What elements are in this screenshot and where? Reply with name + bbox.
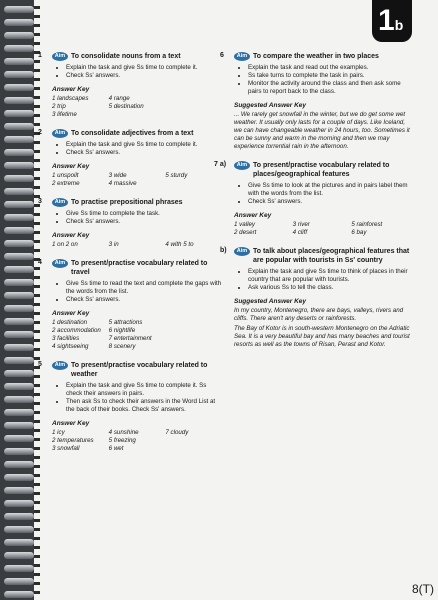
binding-ring bbox=[4, 578, 34, 585]
instruction-item: • Explain the task and give Ss time to think of places in their country that are popular with tourists. bbox=[248, 268, 410, 284]
spiral-binding bbox=[0, 0, 34, 600]
binding-ring bbox=[4, 97, 34, 104]
instruction-list bbox=[52, 141, 222, 157]
binding-ring bbox=[4, 409, 34, 416]
instruction-item: • Give Ss time to read the text and complete the gaps with the words from the list. bbox=[66, 280, 222, 296]
answer-key-item: 3 facilities bbox=[52, 335, 80, 342]
instruction-list bbox=[234, 64, 410, 96]
suggested-answer bbox=[234, 307, 410, 349]
exercise-section bbox=[220, 52, 410, 151]
binding-holes bbox=[34, 0, 40, 600]
page-number: 8(T) bbox=[412, 582, 434, 596]
answer-key bbox=[52, 241, 222, 249]
exercise-number: 6 bbox=[220, 52, 224, 59]
answer-key-item: 4 sunshine bbox=[108, 429, 139, 436]
binding-ring bbox=[4, 71, 34, 78]
binding-ring bbox=[4, 162, 34, 169]
answer-key-title: Suggested Answer Key bbox=[234, 298, 307, 305]
binding-ring bbox=[4, 513, 34, 520]
exercise-heading bbox=[234, 161, 410, 179]
unit-number: 1 bbox=[378, 4, 395, 37]
exercise-number: 4 bbox=[38, 259, 42, 266]
binding-ring bbox=[4, 422, 34, 429]
right-column bbox=[214, 52, 410, 359]
heading-text: To present/practise vocabulary related to travel bbox=[71, 260, 208, 276]
exercise-heading bbox=[52, 198, 222, 207]
instruction-item: • Check Ss' answers. bbox=[66, 72, 222, 80]
instruction-item: • Check Ss' answers. bbox=[66, 218, 222, 226]
exercise-number: 2 bbox=[38, 129, 42, 136]
answer-key-item: 2 temperatures bbox=[52, 437, 94, 444]
aim-icon: Aim bbox=[52, 198, 68, 207]
answer-key-item bbox=[165, 319, 222, 327]
instruction-item: • Explain the task and give Ss time to complete it. bbox=[66, 64, 222, 72]
answer-key bbox=[52, 319, 222, 351]
binding-ring bbox=[4, 383, 34, 390]
instruction-item: • Monitor the activity around the class and then ask some pairs to report back to the class. bbox=[248, 80, 410, 96]
answer-key-item: 3 wide bbox=[108, 172, 127, 179]
exercise-heading bbox=[234, 52, 410, 61]
heading-text: To compare the weather in two places bbox=[253, 53, 379, 60]
instruction-item: • Then ask Ss to check their answers in the Word List at the back of their books. Check Ss' answers. bbox=[66, 398, 222, 414]
binding-ring bbox=[4, 487, 34, 494]
binding-ring bbox=[4, 149, 34, 156]
binding-ring bbox=[4, 188, 34, 195]
binding-ring bbox=[4, 201, 34, 208]
instruction-item: • Check Ss' answers. bbox=[66, 149, 222, 157]
instruction-item: • Ss take turns to complete the task in pairs. bbox=[248, 72, 410, 80]
answer-key-item: 5 rainforest bbox=[351, 221, 383, 228]
answer-key-item: 4 with 5 to bbox=[165, 241, 194, 248]
binding-ring bbox=[4, 32, 34, 39]
binding-ring bbox=[4, 461, 34, 468]
answer-key-item bbox=[165, 111, 222, 119]
binding-ring bbox=[4, 344, 34, 351]
exercise-heading bbox=[52, 361, 222, 379]
instruction-item: • Check Ss' answers. bbox=[248, 198, 410, 206]
binding-ring bbox=[4, 136, 34, 143]
exercise-heading bbox=[52, 129, 222, 138]
heading-text: To practise prepositional phrases bbox=[71, 199, 183, 206]
instruction-list bbox=[234, 268, 410, 292]
answer-key bbox=[52, 95, 222, 119]
exercise-section bbox=[220, 247, 410, 349]
answer-key-item: 8 scenery bbox=[108, 343, 136, 350]
answer-key-item bbox=[165, 335, 222, 343]
answer-key-item bbox=[165, 327, 222, 335]
exercise-heading bbox=[52, 52, 222, 61]
answer-key bbox=[234, 221, 410, 237]
unit-tab bbox=[372, 0, 412, 42]
binding-ring bbox=[4, 305, 34, 312]
answer-key-title: Answer Key bbox=[52, 163, 90, 170]
exercise-heading bbox=[234, 247, 410, 265]
unit-letter: b bbox=[394, 17, 404, 33]
binding-ring bbox=[4, 6, 34, 13]
instruction-item: • Explain the task and give Ss time to complete it. bbox=[66, 141, 222, 149]
exercise-section bbox=[38, 198, 222, 249]
instruction-list bbox=[52, 210, 222, 226]
binding-ring bbox=[4, 565, 34, 572]
aim-icon: Aim bbox=[52, 52, 68, 61]
binding-ring bbox=[4, 227, 34, 234]
exercise-number: 3 bbox=[38, 198, 42, 205]
exercise-section bbox=[38, 129, 222, 188]
answer-key-item: 3 lifetime bbox=[52, 111, 77, 118]
answer-key-item: 7 entertainment bbox=[108, 335, 152, 342]
answer-key bbox=[52, 172, 222, 188]
answer-key-item bbox=[165, 95, 222, 103]
instruction-item: • Ask various Ss to tell the class. bbox=[248, 284, 410, 292]
heading-text: To talk about places/geographical features that are popular with tourists in Ss' country bbox=[253, 248, 410, 264]
answer-key-item: 4 range bbox=[108, 95, 130, 102]
binding-ring bbox=[4, 500, 34, 507]
answer-key-title: Answer Key bbox=[52, 232, 90, 239]
binding-ring bbox=[4, 357, 34, 364]
left-column bbox=[38, 52, 222, 463]
answer-key-item: 7 cloudy bbox=[165, 429, 189, 436]
answer-key-item: 5 sturdy bbox=[165, 172, 188, 179]
answer-key-item: 2 desert bbox=[234, 229, 257, 236]
binding-ring bbox=[4, 552, 34, 559]
binding-ring bbox=[4, 292, 34, 299]
binding-ring bbox=[4, 318, 34, 325]
binding-ring bbox=[4, 370, 34, 377]
answer-key-item: 1 icy bbox=[52, 429, 65, 436]
instruction-list bbox=[234, 182, 410, 206]
answer-key-item: 2 trip bbox=[52, 103, 66, 110]
binding-ring bbox=[4, 175, 34, 182]
answer-key-item: 5 freezing bbox=[108, 437, 136, 444]
binding-ring bbox=[4, 240, 34, 247]
aim-icon: Aim bbox=[52, 259, 68, 268]
heading-text: To consolidate adjectives from a text bbox=[71, 130, 194, 137]
answer-key-item bbox=[165, 180, 222, 188]
aim-icon: Aim bbox=[52, 129, 68, 138]
binding-ring bbox=[4, 214, 34, 221]
binding-ring bbox=[4, 58, 34, 65]
answer-key-item: 5 destination bbox=[108, 103, 144, 110]
answer-key-item bbox=[165, 445, 222, 453]
answer-key-item bbox=[165, 343, 222, 351]
binding-ring bbox=[4, 539, 34, 546]
answer-key-item: 2 extreme bbox=[52, 180, 80, 187]
heading-text: To consolidate nouns from a text bbox=[71, 53, 181, 60]
aim-icon: Aim bbox=[52, 361, 68, 370]
answer-key-item: 1 unspoilt bbox=[52, 172, 79, 179]
binding-ring bbox=[4, 266, 34, 273]
instruction-item: • Explain the task and read out the examples. bbox=[248, 64, 410, 72]
binding-ring bbox=[4, 110, 34, 117]
binding-ring bbox=[4, 448, 34, 455]
binding-ring bbox=[4, 279, 34, 286]
exercise-section bbox=[214, 161, 410, 237]
answer-key-item: 6 wet bbox=[108, 445, 124, 452]
answer-key-item: 1 valley bbox=[234, 221, 255, 228]
heading-text: To present/practise vocabulary related to weather bbox=[71, 362, 208, 378]
answer-key-title: Answer Key bbox=[234, 212, 272, 219]
heading-text: To present/practise vocabulary related to places/geographical features bbox=[253, 162, 390, 178]
answer-key-title: Suggested Answer Key bbox=[234, 102, 307, 109]
answer-key-title: Answer Key bbox=[52, 310, 90, 317]
answer-key-item: 6 nightlife bbox=[108, 327, 136, 334]
exercise-section bbox=[38, 52, 222, 119]
instruction-list bbox=[52, 382, 222, 414]
aim-icon: Aim bbox=[234, 247, 250, 256]
answer-key-item: 6 bay bbox=[351, 229, 367, 236]
instruction-item: • Give Ss time to look at the pictures and in pairs label them with the words from the list. bbox=[248, 182, 410, 198]
answer-key bbox=[52, 429, 222, 453]
binding-ring bbox=[4, 435, 34, 442]
answer-key-item: 3 river bbox=[292, 221, 310, 228]
binding-ring bbox=[4, 45, 34, 52]
binding-ring bbox=[4, 331, 34, 338]
exercise-section bbox=[38, 361, 222, 453]
exercise-number: 1 bbox=[38, 52, 42, 59]
exercise-section bbox=[38, 259, 222, 351]
answer-key-item: 3 in bbox=[108, 241, 119, 248]
binding-ring bbox=[4, 591, 34, 598]
answer-key-item bbox=[165, 103, 222, 111]
binding-ring bbox=[4, 84, 34, 91]
answer-key-item: 1 on 2 on bbox=[52, 241, 78, 248]
answer-key-item: 4 massive bbox=[108, 180, 137, 187]
answer-paragraph: ... We rarely get snowfall in the winter, but we do get some wet weather. It usually only lasts for a couple of days. Like Iceland, we can have changeable weather in 24 hours, too. Sometimes it can be sunny and warm in the morning and then we may experience torrential rain in the afternoon. bbox=[234, 111, 410, 150]
instruction-item: • Check Ss' answers. bbox=[66, 296, 222, 304]
binding-ring bbox=[4, 474, 34, 481]
answer-key-item: 2 accommodation bbox=[52, 327, 101, 334]
binding-ring bbox=[4, 396, 34, 403]
exercise-number: 7 a) bbox=[214, 161, 227, 168]
exercise-number: b) bbox=[220, 247, 227, 254]
answer-key-item: 5 attractions bbox=[108, 319, 143, 326]
instruction-list bbox=[52, 280, 222, 304]
binding-ring bbox=[4, 526, 34, 533]
binding-ring bbox=[4, 253, 34, 260]
answer-key-title: Answer Key bbox=[52, 420, 90, 427]
answer-key-item: 4 cliff bbox=[292, 229, 308, 236]
exercise-heading bbox=[52, 259, 222, 277]
answer-key-item: 1 destination bbox=[52, 319, 88, 326]
instruction-item: • Explain the task and give Ss time to complete it. Ss check their answers in pairs. bbox=[66, 382, 222, 398]
answer-key-item: 4 sightseeing bbox=[52, 343, 89, 350]
binding-ring bbox=[4, 19, 34, 26]
aim-icon: Aim bbox=[234, 161, 250, 170]
binding-ring bbox=[4, 123, 34, 130]
answer-key-item bbox=[165, 437, 222, 445]
suggested-answer bbox=[234, 111, 410, 151]
exercise-number: 5 bbox=[38, 361, 42, 368]
answer-paragraph: The Bay of Kotor is in south-western Montenegro on the Adriatic Sea. It is a very beautiful bay and has many beaches and tourist resorts as well as the towns of Risan, Perast and Kotor. bbox=[234, 325, 410, 348]
answer-key-title: Answer Key bbox=[52, 86, 90, 93]
answer-paragraph: In my country, Montenegro, there are bays, valleys, rivers and cliffs. There aren't any deserts or rainforests. bbox=[234, 307, 404, 322]
aim-icon: Aim bbox=[234, 52, 250, 61]
answer-key-item: 3 snowfall bbox=[52, 445, 80, 452]
instruction-item: • Give Ss time to complete the task. bbox=[66, 210, 222, 218]
answer-key-item bbox=[109, 111, 166, 119]
answer-key-item: 1 landscapes bbox=[52, 95, 89, 102]
instruction-list bbox=[52, 64, 222, 80]
